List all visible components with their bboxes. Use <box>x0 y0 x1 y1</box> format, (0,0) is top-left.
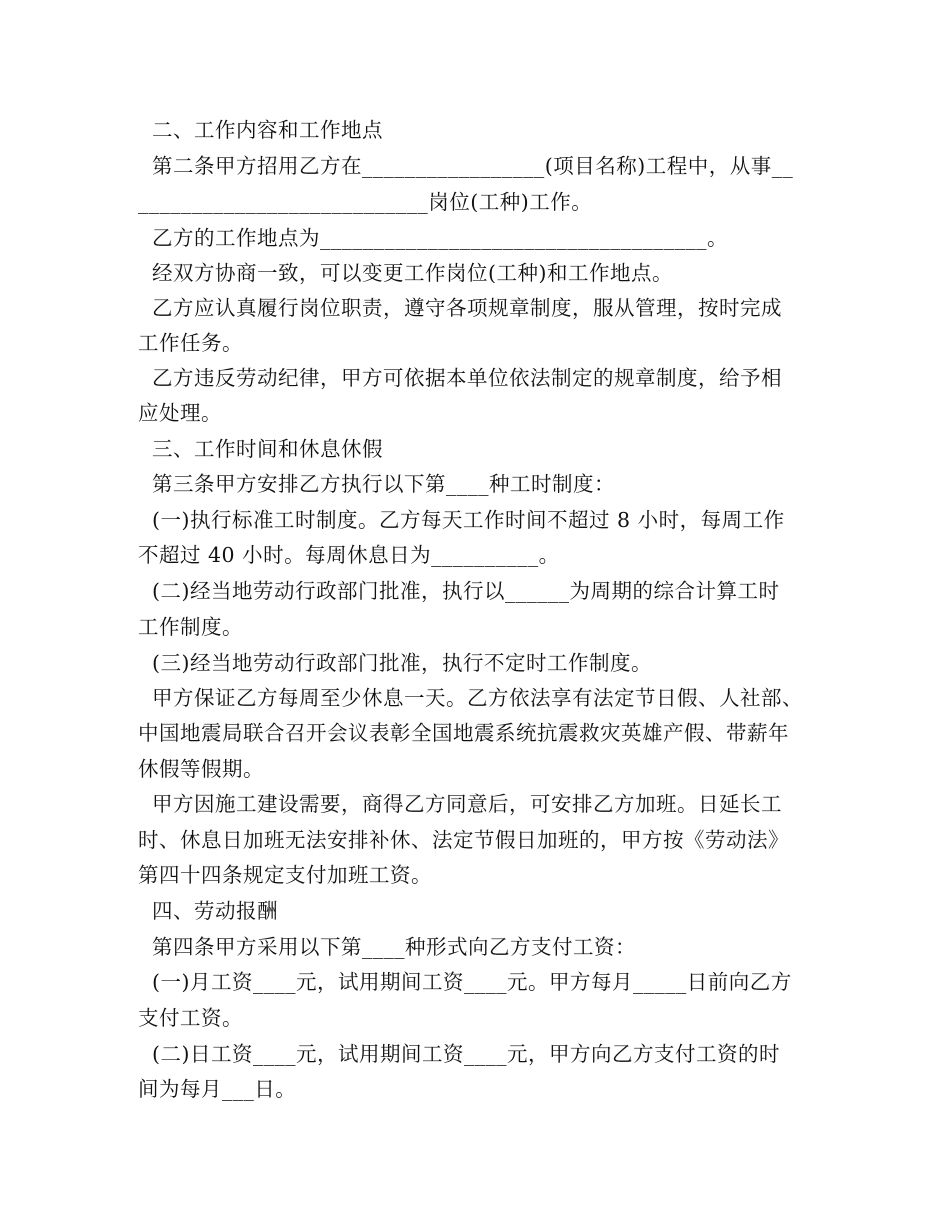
paragraph-line: (二)经当地劳动行政部门批准，执行以______为周期的综合计算工时 <box>138 579 780 603</box>
paragraph-line: 甲方因施工建设需要，商得乙方同意后，可安排乙方加班。日延长工 <box>138 792 783 816</box>
paragraph-line: 甲方保证乙方每周至少休息一天。乙方依法享有法定节日假、人社部、 <box>138 686 804 710</box>
paragraph-line: 工作制度。 <box>138 615 243 639</box>
paragraph-line: 不超过 40 小时。每周休息日为__________。 <box>138 543 560 567</box>
paragraph-line: (一)月工资____元，试用期间工资____元。甲方每月_____日前向乙方 <box>138 970 792 994</box>
paragraph-line: 乙方的工作地点为____________________________________。 <box>138 226 729 250</box>
section-heading-working-hours: 三、工作时间和休息休假 <box>138 437 384 461</box>
paragraph-line: 乙方应认真履行岗位职责，遵守各项规章制度，服从管理，按时完成 <box>138 296 783 320</box>
paragraph-line: 应处理。 <box>138 401 222 425</box>
section-heading-work-content: 二、工作内容和工作地点 <box>138 118 384 142</box>
paragraph-line: 时、休息日加班无法安排补休、法定节假日加班的，甲方按《劳动法》 <box>138 828 789 852</box>
paragraph-line: 休假等假期。 <box>138 757 264 781</box>
paragraph-line: 工作任务。 <box>138 331 243 355</box>
paragraph-line: 第二条甲方招用乙方在_________________(项目名称)工程中，从事__ <box>138 154 794 178</box>
paragraph-line: 第四十四条规定支付加班工资。 <box>138 863 432 887</box>
paragraph-line: 支付工资。 <box>138 1006 243 1030</box>
paragraph-line: (二)日工资____元，试用期间工资____元，甲方向乙方支付工资的时 <box>138 1042 781 1066</box>
paragraph-line: ___________________________岗位(工种)工作。 <box>138 190 593 214</box>
paragraph-line: (一)执行标准工时制度。乙方每天工作时间不超过 8 小时，每周工作 <box>138 508 785 532</box>
paragraph-line: (三)经当地劳动行政部门批准，执行不定时工作制度。 <box>138 651 653 675</box>
paragraph-line: 第三条甲方安排乙方执行以下第____种工时制度： <box>138 472 616 496</box>
paragraph-line: 经双方协商一致，可以变更工作岗位(工种)和工作地点。 <box>138 261 674 285</box>
section-heading-remuneration: 四、劳动报酬 <box>138 899 279 923</box>
paragraph-line: 中国地震局联合召开会议表彰全国地震系统抗震救灾英雄产假、带薪年 <box>138 721 789 745</box>
paragraph-line: 间为每月___日。 <box>138 1077 297 1101</box>
paragraph-line: 乙方违反劳动纪律，甲方可依据本单位依法制定的规章制度，给予相 <box>138 366 783 390</box>
paragraph-line: 第四条甲方采用以下第____种形式向乙方支付工资： <box>138 935 637 959</box>
